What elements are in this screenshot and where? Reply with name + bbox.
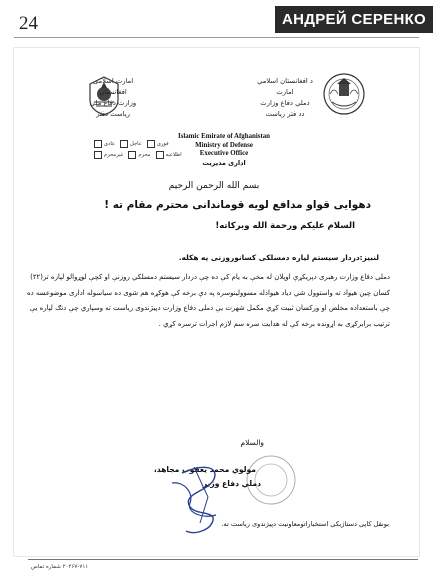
letter-greeting: السلام علیکم ورحمة الله وبرکاته! (215, 221, 355, 231)
checkbox-box (156, 151, 164, 159)
handwritten-signature-icon (164, 453, 244, 543)
letterhead-line: ریاست دفتر (96, 110, 130, 118)
letter-salutation: دهوایی قواو مدافع لویه قوماندانی محترم مقام ته ! (104, 199, 371, 211)
ministry-emblem-icon (322, 72, 366, 116)
classification-checkboxes (94, 151, 182, 159)
signer-title: دملي دفاع وزیر (202, 479, 261, 488)
letter-body: دملی دفاع وزارت رهبری دپریکړې اوپلان له مخې به یام کې ده چې دردار سیستم دمسلکي روزنې او کچې لوړوالو لپاره تر(۲۲) کسان چین هیواد ته واستوول شي دیاد هیوادله مسوولینوسره په دې برخه کې هوکړه هم شوی ده سیاسوله اداری موضوعسه ده چې باستعداده مخلص او ورکسان ثبیت کړي مکمل شهرت یې دملی دفاع وزارت دپیژندوی ریاست ته وسپاري چې دنګ لپاره يې ترتیب برابرکړی به اړونده برخه کې له هدایت سره سم لازم اجرات ترسره کړي . (26, 273, 390, 328)
checkbox-label: محرم (138, 152, 151, 158)
signer-name: مولوي محمد یعقوب مجاهد، (153, 465, 256, 474)
checkbox-option[interactable] (120, 140, 142, 148)
letterhead-line: دد فتر ریاست (265, 110, 305, 118)
page-header (0, 0, 433, 40)
checkbox-box (94, 140, 102, 148)
checkbox-box (120, 140, 128, 148)
copy-recipient: بونقل کاپی دستاژیکی استخباراتومعاونیت دپیژندوی ریاست ته. (221, 520, 389, 528)
checkbox-label: غیرمحرم (104, 152, 124, 158)
letter-closing: والسلام (240, 438, 264, 447)
checkbox-label: اطلاعیه (165, 152, 182, 158)
checkbox-option[interactable] (147, 140, 169, 148)
letterhead-english-line: Islamic Emirate of Afghanistan (177, 133, 271, 140)
checkbox-option[interactable] (94, 140, 115, 148)
letterhead-dari-line: اداری مدیریت (202, 158, 246, 167)
checkbox-box (147, 140, 155, 148)
checkbox-box (94, 151, 102, 159)
checkbox-option[interactable] (156, 151, 182, 159)
checkbox-box (128, 151, 136, 159)
letterhead-line: وزارت دفاع ملی (89, 99, 137, 107)
letterhead-dari-right (249, 76, 321, 120)
checkbox-label: فوری (156, 141, 169, 147)
priority-checkboxes (94, 140, 169, 148)
checkbox-option[interactable] (94, 151, 123, 159)
checkbox-label: عادی (104, 141, 116, 147)
author-tab: АНДРЕЙ СЕРЕНКО (275, 6, 433, 33)
checkbox-option[interactable] (128, 151, 150, 159)
page-number: 24 (19, 13, 38, 34)
letterhead-line: د افغانستان اسلامي امارت (257, 77, 313, 96)
letterhead-line: امارت اسلامی افغانستان (92, 77, 134, 96)
letterhead-english-line: Executive Office (199, 150, 249, 157)
header-rule (14, 37, 419, 38)
bismillah: بسم الله الرحمن الرحیم (168, 181, 260, 191)
letter-subject: لنبیز:دردار سیستم لیاره دمسلکی کسانوروزنی په هکله. (178, 253, 379, 262)
letterhead-line: دملي دفاع وزارت (260, 99, 310, 107)
checkbox-label: عاجل (130, 141, 142, 147)
scanned-letter (14, 48, 419, 570)
letterhead-dari-left (78, 76, 148, 120)
letterhead-english-line: Ministry of Defense (195, 141, 253, 149)
letterhead-english (164, 133, 284, 167)
footer-rule (28, 559, 418, 560)
footer-note: ۲۰۲۶۷-۷۱۱ شماره تماس (31, 564, 89, 570)
